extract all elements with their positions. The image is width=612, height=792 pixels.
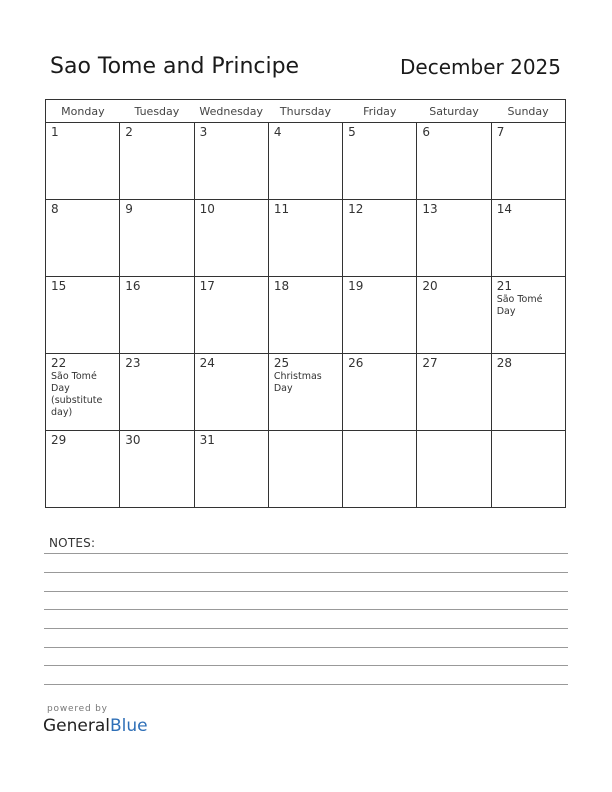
calendar-day-cell: [46, 354, 120, 431]
day-number: 16: [125, 279, 141, 293]
calendar-day-cell: [120, 123, 194, 200]
notes-line: [44, 609, 568, 610]
calendar-day-cell: [417, 123, 491, 200]
calendar-day-cell: [491, 354, 565, 431]
calendar-day-cell: [194, 431, 268, 508]
calendar-country-title: Sao Tome and Principe: [50, 54, 300, 79]
calendar-week-row: [46, 123, 566, 200]
day-number: 29: [51, 433, 67, 447]
weekday-header: Wednesday: [194, 100, 268, 123]
calendar-day-cell: [194, 277, 268, 354]
day-number: 2: [125, 125, 133, 139]
calendar-day-cell: [120, 200, 194, 277]
calendar-day-cell: [417, 200, 491, 277]
weekday-header: Tuesday: [120, 100, 194, 123]
holiday-label: São Tomé Day (substitute day): [51, 371, 103, 418]
notes-label: NOTES:: [49, 536, 96, 550]
day-number: 17: [199, 279, 215, 293]
day-number: 14: [496, 202, 512, 216]
day-number: 12: [348, 202, 364, 216]
notes-line: [44, 684, 568, 685]
day-number: 5: [348, 125, 356, 139]
calendar-day-cell: [491, 277, 565, 354]
weekday-header: Sunday: [491, 100, 565, 123]
calendar-day-cell: [491, 123, 565, 200]
calendar-day-cell: [194, 354, 268, 431]
generalblue-logo[interactable]: [43, 716, 148, 736]
calendar-day-cell: [46, 431, 120, 508]
weekday-header: Saturday: [417, 100, 491, 123]
day-number: 22: [51, 356, 67, 370]
day-number: 27: [422, 356, 438, 370]
weekday-header: Friday: [343, 100, 417, 123]
calendar-day-cell: [268, 277, 342, 354]
calendar-day-cell: [417, 354, 491, 431]
calendar-day-cell: [46, 200, 120, 277]
day-number: 4: [273, 125, 282, 139]
brand-blue-text: Blue: [110, 716, 148, 736]
day-number: 9: [125, 202, 133, 216]
day-number: 13: [422, 202, 438, 216]
notes-line: [44, 665, 568, 666]
calendar-grid: [45, 99, 566, 508]
calendar-day-cell: [491, 200, 565, 277]
calendar-day-cell: [194, 123, 268, 200]
day-number: 28: [496, 356, 512, 370]
holiday-label: Christmas Day: [273, 371, 322, 394]
calendar-day-cell: [417, 431, 491, 508]
day-number: 10: [199, 202, 215, 216]
holiday-label: São Tomé Day: [496, 294, 543, 317]
day-number: 31: [199, 433, 215, 447]
day-number: 21: [496, 279, 512, 293]
powered-by-text: powered by: [47, 704, 108, 714]
day-number: 1: [51, 125, 59, 139]
day-number: 23: [125, 356, 141, 370]
day-number: 11: [273, 202, 290, 216]
calendar-day-cell: [343, 123, 417, 200]
calendar-day-cell: [491, 431, 565, 508]
calendar-day-cell: [120, 431, 194, 508]
day-number: 7: [496, 125, 505, 139]
brand-general-text: General: [43, 716, 110, 736]
calendar-day-cell: [343, 354, 417, 431]
day-number: 8: [51, 202, 59, 216]
calendar-day-cell: [268, 200, 342, 277]
calendar-day-cell: [46, 123, 120, 200]
calendar-day-cell: [120, 277, 194, 354]
notes-line: [44, 628, 568, 629]
day-number: 3: [199, 125, 208, 139]
calendar-week-row: [46, 200, 566, 277]
calendar-month-title: December 2025: [400, 55, 561, 79]
calendar-day-cell: [343, 200, 417, 277]
day-number: 25: [273, 356, 290, 370]
notes-line: [44, 553, 568, 554]
notes-line: [44, 591, 568, 592]
day-number: 15: [51, 279, 67, 293]
day-number: 24: [199, 356, 215, 370]
calendar-day-cell: [268, 123, 342, 200]
weekday-header: Monday: [46, 100, 120, 123]
calendar-day-cell: [120, 354, 194, 431]
calendar-week-row: [46, 277, 566, 354]
day-number: 19: [348, 279, 364, 293]
calendar-week-row: [46, 431, 566, 508]
weekday-header-row: [46, 100, 566, 123]
calendar-day-cell: [268, 354, 342, 431]
notes-line: [44, 647, 568, 648]
calendar-day-cell: [343, 277, 417, 354]
day-number: 6: [422, 125, 431, 139]
day-number: 26: [348, 356, 364, 370]
day-number: 30: [125, 433, 141, 447]
calendar-day-cell: [417, 277, 491, 354]
day-number: 20: [422, 279, 438, 293]
calendar-day-cell: [46, 277, 120, 354]
weekday-header: Thursday: [268, 100, 342, 123]
notes-line: [44, 572, 568, 573]
calendar-day-cell: [194, 200, 268, 277]
calendar-day-cell: [343, 431, 417, 508]
calendar-week-row: [46, 354, 566, 431]
day-number: 18: [273, 279, 290, 293]
calendar-day-cell: [268, 431, 342, 508]
